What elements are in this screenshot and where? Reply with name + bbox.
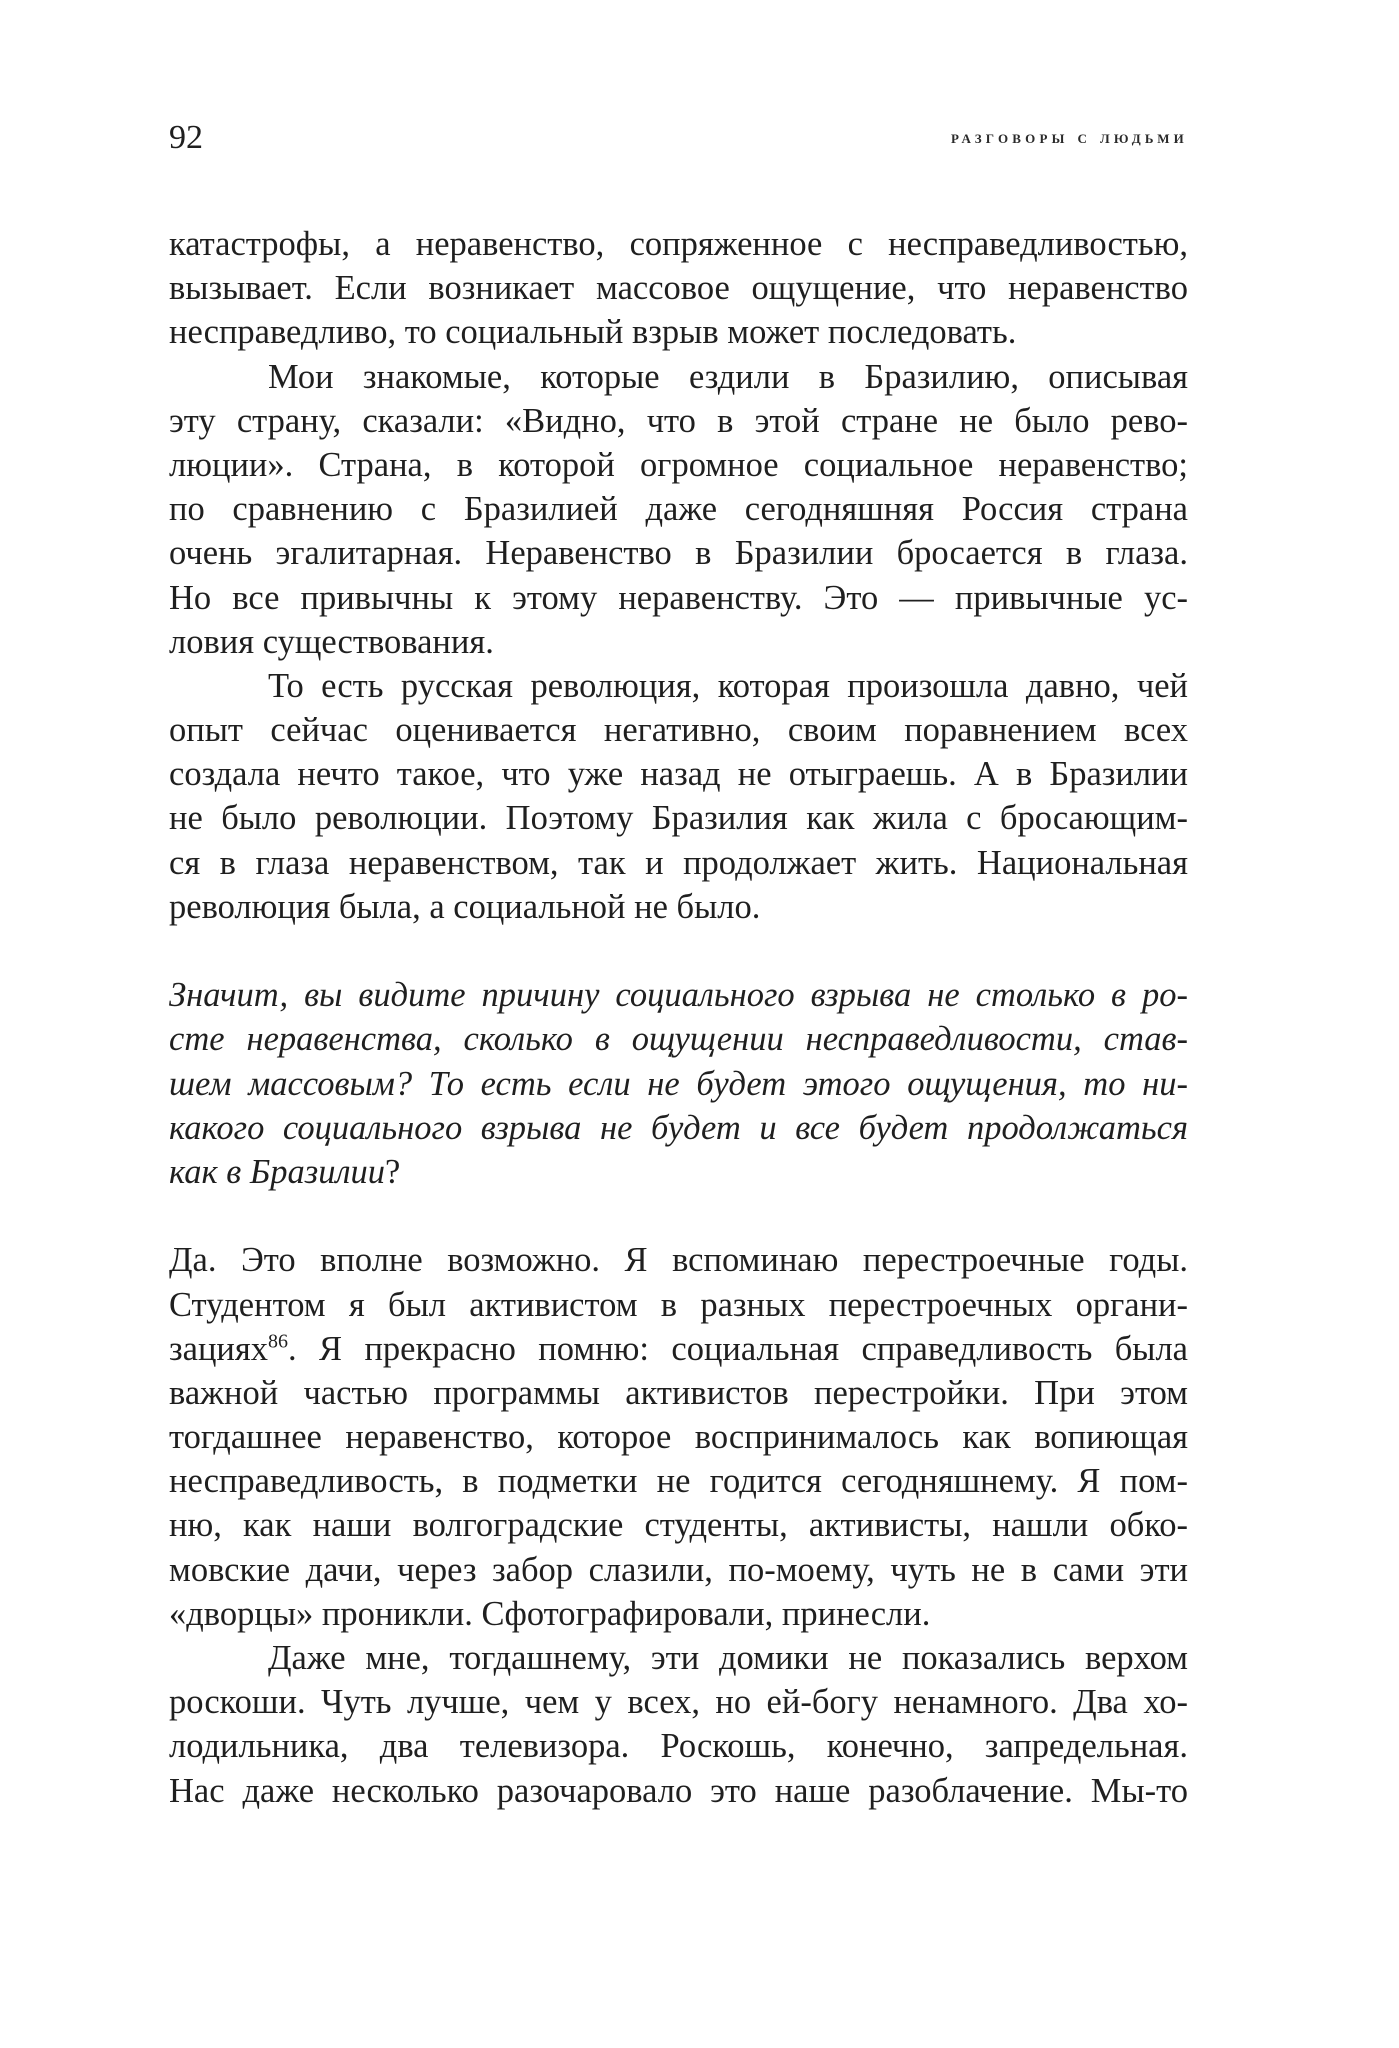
question-line — [169, 1150, 1188, 1194]
text-line: несправедливость, в подметки не годится сегодняшнему. Я пом- — [169, 1462, 1188, 1501]
text-line: несправедливо, то социальный взрыв может последовать. — [169, 313, 1017, 352]
text-line: очень эгалитарная. Неравенство в Бразилии бросается в глаза. — [169, 534, 1188, 573]
text-line: Студентом я был активистом в разных перестроечных органи- — [169, 1285, 1188, 1324]
text-line: мовские дачи, через забор слазили, по-моему, чуть не в сами эти — [169, 1550, 1188, 1589]
page-number: 92 — [169, 119, 203, 156]
text-line: вызывает. Если возникает массовое ощущение, что неравенство — [169, 269, 1188, 308]
spacer — [169, 1194, 1188, 1238]
text-fragment: зациях — [169, 1329, 268, 1368]
question-text: как в Бразилии — [169, 1152, 385, 1191]
text-line: «дворцы» проникли. Сфотографировали, принесли. — [169, 1594, 931, 1633]
text-line: ся в глаза неравенством, так и продолжает жить. Национальная — [169, 843, 1188, 882]
text-line: важной частью программы активистов перестройки. При этом — [169, 1373, 1188, 1412]
question-line: какого социального взрыва не будет и все будет продолжаться — [169, 1108, 1188, 1147]
text-line: опыт сейчас оценивается негативно, своим поравнением всех — [169, 711, 1188, 750]
text-line: не было революции. Поэтому Бразилия как жила с бросающим- — [169, 799, 1188, 838]
text-line: роскоши. Чуть лучше, чем у всех, но ей-богу ненамного. Два хо- — [169, 1683, 1188, 1722]
interviewer-question — [169, 973, 1188, 1194]
paragraph-4 — [169, 1238, 1188, 1636]
text-line: катастрофы, а неравенство, сопряженное с несправедливостью, — [169, 225, 1188, 263]
text-line: То есть русская революция, которая произошла давно, чей — [268, 666, 1188, 705]
footnote-reference[interactable]: 86 — [268, 1330, 288, 1353]
paragraph-3 — [169, 664, 1188, 929]
paragraph-2 — [169, 355, 1188, 664]
text-line: Но все привычны к этому неравенству. Это — привычные ус- — [169, 578, 1188, 617]
text-line — [169, 1327, 1188, 1371]
text-line: по сравнению с Бразилией даже сегодняшняя Россия страна — [169, 490, 1188, 529]
text-fragment: . Я прекрасно помню: социальная справедливость была — [288, 1329, 1188, 1368]
running-head: разговоры с людьми — [951, 127, 1188, 148]
text-line: Нас даже несколько разочаровало это наше разоблачение. Мы-то — [169, 1771, 1188, 1810]
paragraph-5 — [169, 1636, 1188, 1813]
text-line: ловия существования. — [169, 622, 494, 661]
text-line: ню, как наши волгоградские студенты, активисты, нашли обко- — [169, 1506, 1188, 1545]
text-line: революция была, а социальной не было. — [169, 887, 761, 926]
question-line: сте неравенства, сколько в ощущении несправедливости, став- — [169, 1020, 1188, 1059]
text-line: Мои знакомые, которые ездили в Бразилию, описывая — [268, 357, 1188, 396]
text-line: лодильника, два телевизора. Роскошь, конечно, запредельная. — [169, 1727, 1188, 1766]
text-line: люции». Страна, в которой огромное социальное неравенство; — [169, 445, 1188, 484]
text-line: создала нечто такое, что уже назад не отыграешь. А в Бразилии — [169, 755, 1188, 794]
question-mark: ? — [385, 1152, 401, 1191]
text-line: эту страну, сказали: «Видно, что в этой стране не было рево- — [169, 401, 1188, 440]
text-line: Да. Это вполне возможно. Я вспоминаю перестроечные годы. — [169, 1241, 1188, 1280]
body-text — [169, 222, 1188, 1813]
page-header — [169, 118, 1188, 158]
text-line: тогдашнее неравенство, которое воспринималось как вопиющая — [169, 1418, 1188, 1457]
question-line: шем массовым? То есть если не будет этого ощущения, то ни- — [169, 1064, 1188, 1103]
text-line: Даже мне, тогдашнему, эти домики не показались верхом — [268, 1639, 1188, 1677]
paragraph-1 — [169, 222, 1188, 355]
question-line: Значит, вы видите причину социального взрыва не столько в ро- — [169, 976, 1188, 1015]
spacer — [169, 929, 1188, 973]
